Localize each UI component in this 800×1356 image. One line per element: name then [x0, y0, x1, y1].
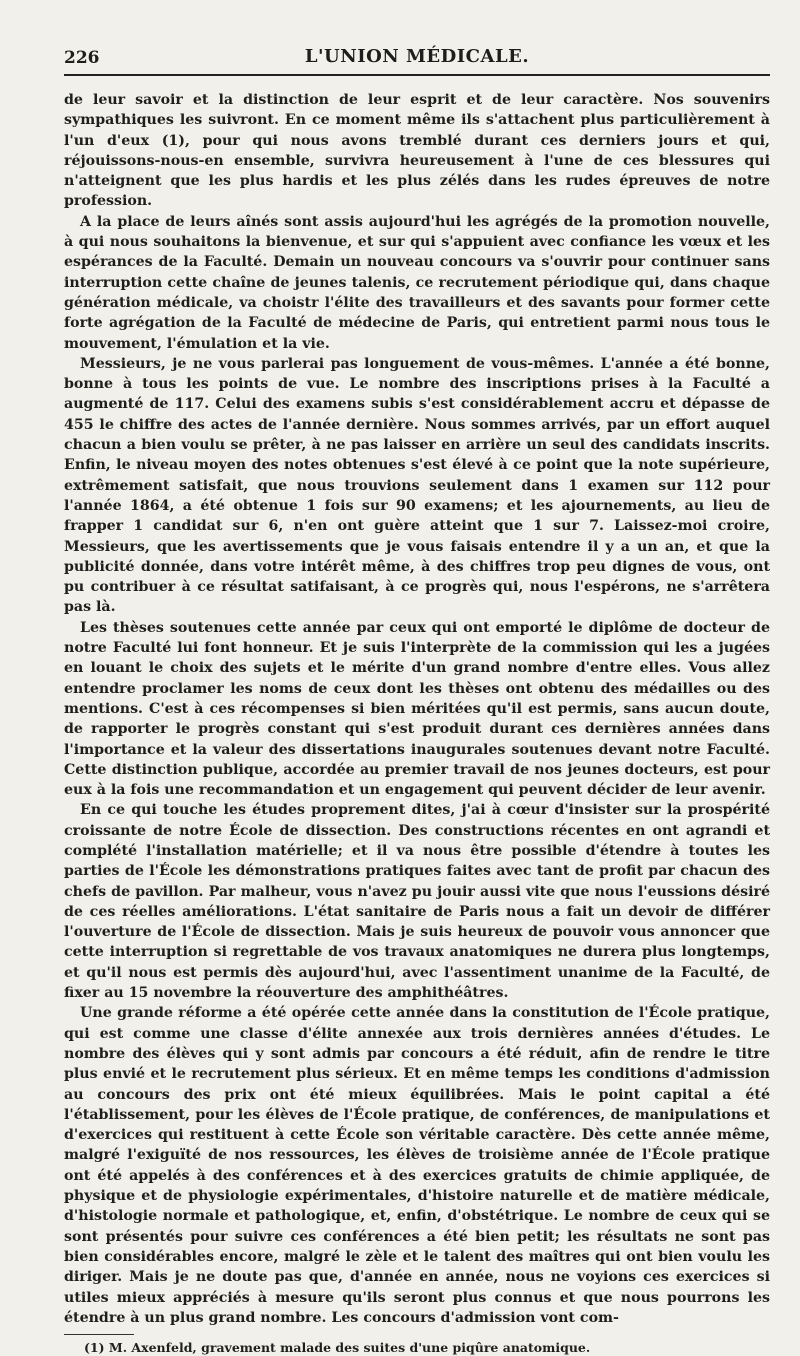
body-text [64, 90, 770, 1328]
paragraph-2: A la place de leurs aînés sont assis aujourd'hui les agrégés de la promotion nouvelle, à qui nous souhaitons la bienvenue, et sur qui s'appuient avec confiance les vœux et les espérances de la Faculté. Demain un nouveau concours va s'ouvrir pour continuer sans interruption cette chaîne de jeunes talenis, ce recrutement périodique qui, dans chaque génération médicale, va choistr l'élite des travailleurs et des savants pour former cette forte agrégation de la Faculté de médecine de Paris, qui entretient parmi nous tous le mouvement, l'émulation et la vie. [64, 213, 770, 352]
footnote-divider [64, 1334, 134, 1335]
footnote: (1) M. Axenfeld, gravement malade des suites d'une piqûre anatomique. [84, 1340, 591, 1356]
paragraph-5: En ce qui touche les études proprement dites, j'ai à cœur d'insister sur la prospérité croissante de notre École de dissection. Des constructions récentes en ont agrandi et complété l'installation matérielle; et il va nous être possible d'étendre à toutes les parties de l'École les démonstrations pratiques faites avec tant de profit par chacun des chefs de pavillon. Par malheur, vous n'avez pu jouir aussi vite que nous l'eussions désiré de ces réelles améliorations. L'état sanitaire de Paris nous a fait un devoir de différer l'ouverture de l'École de dissection. Mais je suis heureux de pouvoir vous annoncer que cette interruption si regrettable de vos travaux anatomiques ne durera plus longtemps, et qu'il nous est permis dès aujourd'hui, avec l'assentiment unanime de la Faculté, de fixer au 15 novembre la réouverture des amphithéâtres. [64, 802, 770, 1002]
page-header [64, 44, 770, 76]
running-head: L'UNION MÉDICALE. [304, 46, 530, 67]
paragraph-1: de leur savoir et la distinction de leur esprit et de leur caractère. Nos souvenirs sympathiques les suivront. En ce moment même ils s'attachent plus particulièrement à l'un d'eux (1), pour qui nous avons tremblé durant ces derniers jours et qui, réjouissons-nous-en ensemble, survivra heureusement à l'une de ces blessures qui n'atteignent que les plus hardis et les plus zélés dans les rudes épreuves de notre profession. [64, 92, 770, 210]
paragraph-3: Messieurs, je ne vous parlerai pas longuement de vous-mêmes. L'année a été bonne, bonne à tous les points de vue. Le nombre des inscriptions prises à la Faculté a augmenté de 117. Celui des examens subis s'est considérablement accru et dépasse de 455 le chiffre des actes de l'année dernière. Nous sommes arrivés, par un effort auquel chacun a bien voulu se prêter, à ne pas laisser en arrière un seul des candidats inscrits. Enfin, le niveau moyen des notes obtenues s'est élevé à ce point que la note supérieure, extrêmement satisfait, que nous trouvions seulement dans 1 examen sur 112 pour l'année 1864, a été obtenue 1 fois sur 90 examens; et les ajournements, au lieu de frapper 1 candidat sur 6, n'en ont guère atteint que 1 sur 7. Laissez-moi croire, Messieurs, que les avertissements que je vous faisais entendre il y a un an, et que la publicité donnée, dans votre intérêt même, à des chiffres trop peu dignes de vous, ont pu contribuer à ce résultat satifaisant, à ce progrès qui, nous l'espérons, ne s'arrêtera pas là. [64, 355, 770, 616]
paragraph-4: Les thèses soutenues cette année par ceux qui ont emporté le diplôme de docteur de notre Faculté lui font honneur. Et je suis l'interprète de la commission qui les a jugées en louant le choix des sujets et le mérite d'un grand nombre d'entre elles. Vous allez entendre proclamer les noms de ceux dont les thèses ont obtenu des médailles ou des mentions. C'est à ces récompenses si bien méritées qu'il est permis, sans aucun doute, de rapporter le progrès constant qui s'est produit durant ces dernières années dans l'importance et la valeur des dissertations inaugurales soutenues devant notre Faculté. Cette distinction publique, accordée au premier travail de nos jeunes docteurs, est pour eux à la fois une recommandation et un engagement qui peuvent décider de leur avenir. [64, 619, 770, 799]
paragraph-6: Une grande réforme a été opérée cette année dans la constitution de l'École pratique, qui est comme une classe d'élite annexée aux trois dernières années d'études. Le nombre des élèves qui y sont admis par concours a été réduit, afin de rendre le titre plus envié et le recrutement plus sérieux. Et en même temps les conditions d'admission au concours des prix ont été mieux équilibrées. Mais le point capital a été l'établissement, pour les élèves de l'École pratique, de conférences, de manipulations et d'exercices qui restituent à cette École son véritable caractère. Dès cette année même, malgré l'exiguïté de nos ressources, les élèves de troisième année de l'École pratique ont été appelés à des conférences et à des exercices gratuits de chimie appliquée, de physique et de physiologie expérimentales, d'histoire naturelle et de matière médicale, d'histologie normale et pathologique, et, enfin, d'obstétrique. Le nombre de ceux qui se sont présentés pour suivre ces conférences a été bien petit; les résultats ne sont pas bien considérables encore, malgré le zèle et le talent des maîtres qui ont bien voulu les diriger. Mais je ne doute pas que, d'année en année, nous ne voyions ces exercices si utiles mieux appréciés à mesure qu'ils seront plus connus et que nous pourrons les étendre à un plus grand nombre. Les concours d'admission vont com- [64, 1005, 770, 1326]
page-number: 226 [64, 48, 100, 68]
